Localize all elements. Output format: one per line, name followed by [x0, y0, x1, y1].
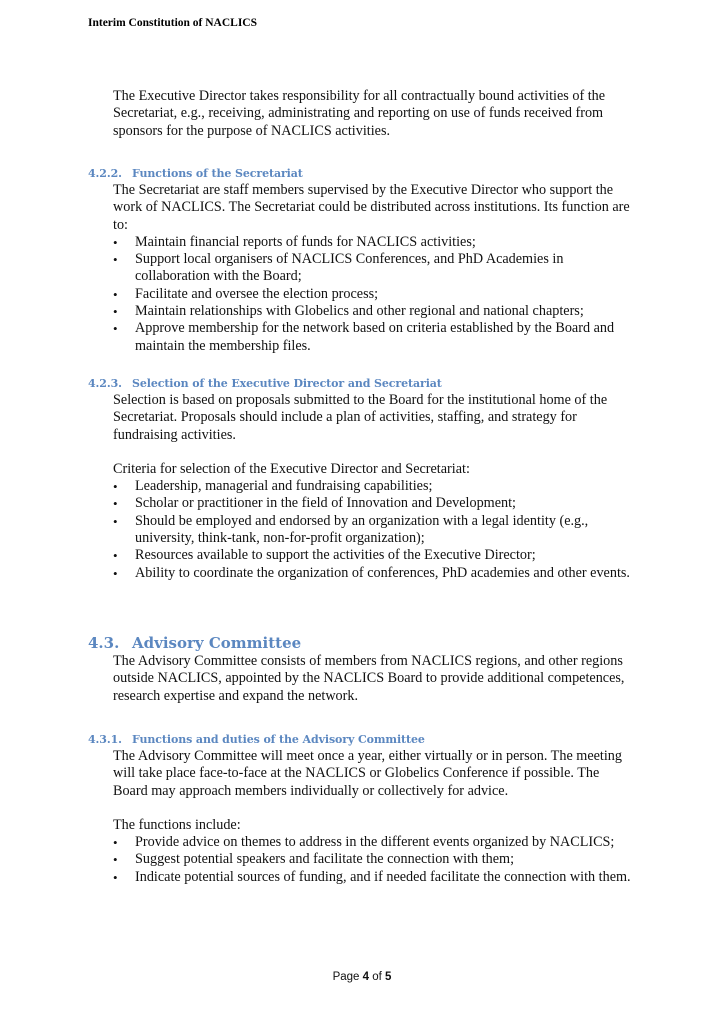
heading-4-2-3 [88, 377, 442, 390]
section-4-3-1-body [113, 748, 633, 886]
list-item: • Resources available to support the activities of the Executive Director; [113, 547, 633, 564]
list-item: • Maintain financial reports of funds for NACLICS activities; [113, 234, 633, 251]
list-item: • Scholar or practitioner in the field of Innovation and Development; [113, 495, 633, 512]
section-text: The Advisory Committee will meet once a year, either virtually or in person. The meeting will take place face-to-face at the NACLICS or Globelics Conference if possible. The Board may approach members individually or collectively for advice. [113, 748, 622, 799]
criteria-intro: Criteria for selection of the Executive Director and Secretariat: [113, 460, 470, 477]
running-header: Interim Constitution of NACLICS [88, 17, 257, 29]
list-item: • Leadership, managerial and fundraising capabilities; [113, 478, 633, 495]
list-item: • Indicate potential sources of funding, and if needed facilitate the connection with them. [113, 869, 633, 886]
section-4-2-3-body [113, 392, 633, 582]
heading-4-2-2 [88, 167, 303, 180]
page-total: 5 [385, 971, 392, 983]
page-current: 4 [362, 971, 370, 983]
heading-4-3 [88, 634, 301, 652]
heading-number: 4.2.2. [88, 167, 122, 180]
of-label: of [372, 971, 382, 983]
heading-number: 4.3. [88, 634, 120, 652]
intro-paragraph [113, 88, 633, 140]
list-item: • Support local organisers of NACLICS Conferences, and PhD Academies in collaboration with the Board; [113, 251, 633, 286]
heading-title: Selection of the Executive Director and Secretariat [132, 377, 442, 390]
heading-number: 4.2.3. [88, 377, 122, 390]
list-item: • Suggest potential speakers and facilitate the connection with them; [113, 851, 633, 868]
functions-intro: The functions include: [113, 816, 241, 833]
list-item: • Maintain relationships with Globelics and other regional and national chapters; [113, 303, 633, 320]
heading-title: Functions and duties of the Advisory Committee [132, 733, 425, 746]
list-item: • Ability to coordinate the organization of conferences, PhD academies and other events. [113, 565, 633, 582]
heading-title: Functions of the Secretariat [132, 167, 303, 180]
list-item: • Approve membership for the network based on criteria established by the Board and maintain the membership files. [113, 320, 633, 355]
section-text: Selection is based on proposals submitted to the Board for the institutional home of the Secretariat. Proposals should include a plan of activities, staffing, and strategy for fundraising activities. [113, 392, 608, 443]
bullet-list [113, 234, 633, 355]
section-4-3-body [113, 653, 633, 705]
page-label: Page [332, 971, 360, 983]
list-item: • Provide advice on themes to address in the different events organized by NACLICS; [113, 834, 633, 851]
section-text: The Secretariat are staff members supervised by the Executive Director who support the work of NACLICS. The Secretariat could be distributed across institutions. Its function are to: [113, 182, 630, 233]
list-item: • Should be employed and endorsed by an organization with a legal identity (e.g., university, think-tank, non-for-profit organization); [113, 513, 633, 548]
section-4-2-2-body [113, 182, 633, 355]
bullet-list [113, 834, 633, 886]
intro-text: The Executive Director takes responsibility for all contractually bound activities of the Secretariat, e.g., receiving, administrating and reporting on use of funds received from sponsors for the purpose of NACLICS activities. [113, 88, 606, 139]
heading-title: Advisory Committee [132, 634, 302, 652]
section-text: The Advisory Committee consists of members from NACLICS regions, and other regions outside NACLICS, appointed by the NACLICS Board to provide additional competences, research expertise and expand the network. [113, 653, 625, 704]
bullet-list [113, 478, 633, 582]
page-footer [0, 971, 724, 983]
list-item: • Facilitate and oversee the election process; [113, 286, 633, 303]
heading-number: 4.3.1. [88, 733, 122, 746]
heading-4-3-1 [88, 733, 425, 746]
